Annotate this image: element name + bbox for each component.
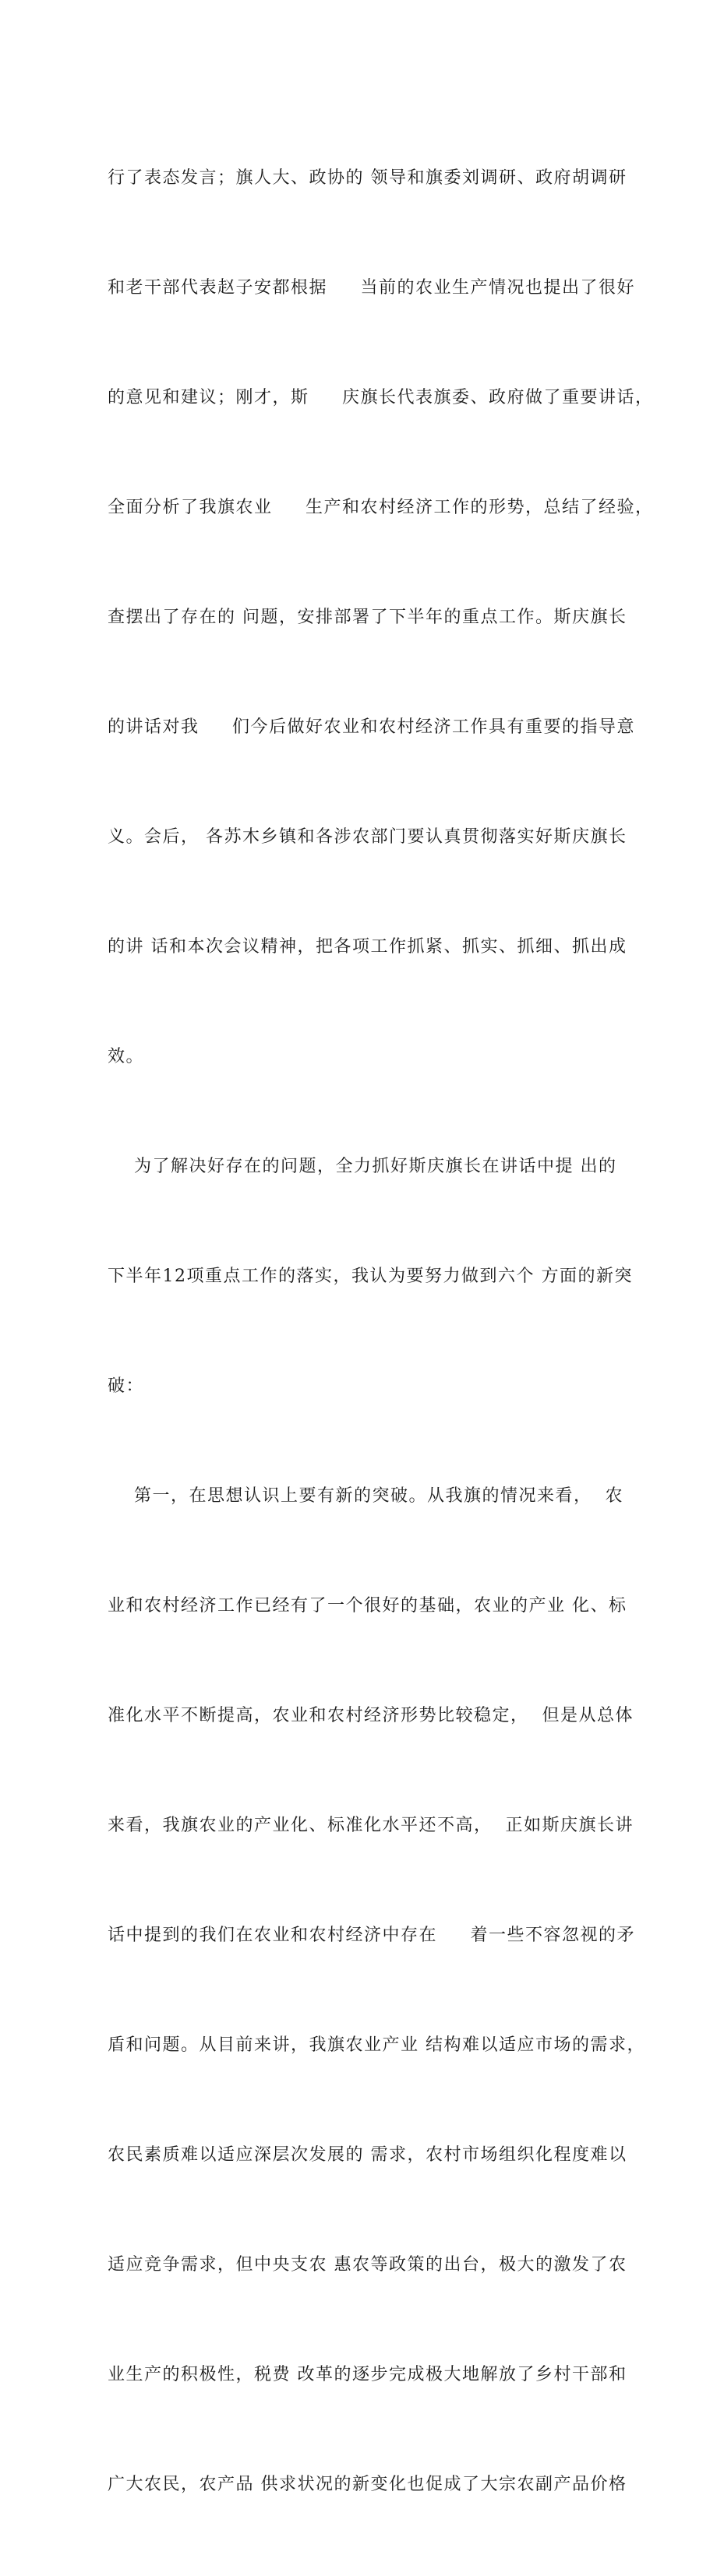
text-line: 业和农村经济工作已经有了一个很好的基础，农业的产业 化、标	[108, 1596, 627, 1616]
body-text	[108, 86, 654, 2576]
text-line: 为了解决好存在的问题，全力抓好斯庆旗长在讲话中提 出的	[108, 1157, 617, 1176]
text-line: 广大农民，农产品 供求状况的新变化也促成了大宗农副产品价格	[108, 2475, 627, 2494]
text-line: 业生产的积极性，税费 改革的逐步完成极大地解放了乡村干部和	[108, 2365, 627, 2384]
text-line: 下半年12项重点工作的落实，我认为要努力做到六个 方面的新突	[108, 1267, 633, 1286]
text-line: 破：	[108, 1376, 145, 1396]
text-line: 效。	[108, 1047, 145, 1066]
text-line: 查摆出了存在的 问题，安排部署了下半年的重点工作。斯庆旗长	[108, 608, 627, 627]
text-line: 义。会后， 各苏木乡镇和各涉农部门要认真贯彻落实好斯庆旗长	[108, 827, 627, 847]
text-line: 盾和问题。从目前来讲，我旗农业产业 结构难以适应市场的需求，	[108, 2035, 645, 2055]
text-line: 的讲 话和本次会议精神，把各项工作抓紧、抓实、抓细、抓出成	[108, 937, 627, 957]
text-line: 话中提到的我们在农业和农村经济中存在 着一些不容忽视的矛	[108, 1926, 635, 1945]
text-line: 全面分析了我旗农业 生产和农村经济工作的形势，总结了经验，	[108, 498, 654, 517]
text-line: 和老干部代表赵子安都根据 当前的农业生产情况也提出了很好	[108, 278, 635, 298]
text-line: 准化水平不断提高，农业和农村经济形势比较稳定， 但是从总体	[108, 1706, 634, 1725]
text-line: 适应竞争需求，但中央支农 惠农等政策的出台，极大的激发了农	[108, 2255, 627, 2275]
text-line: 第一，在思想认识上要有新的突破。从我旗的情况来看， 农	[108, 1486, 623, 1506]
text-line: 来看，我旗农业的产业化、标准化水平还不高， 正如斯庆旗长讲	[108, 1816, 634, 1835]
text-line: 行了表态发言；旗人大、政协的 领导和旗委刘调研、政府胡调研	[108, 168, 627, 188]
text-line: 的讲话对我 们今后做好农业和农村经济工作具有重要的指导意	[108, 717, 635, 737]
text-line: 的意见和建议；刚才，斯 庆旗长代表旗委、政府做了重要讲话，	[108, 388, 654, 407]
text-line: 农民素质难以适应深层次发展的 需求，农村市场组织化程度难以	[108, 2145, 627, 2165]
